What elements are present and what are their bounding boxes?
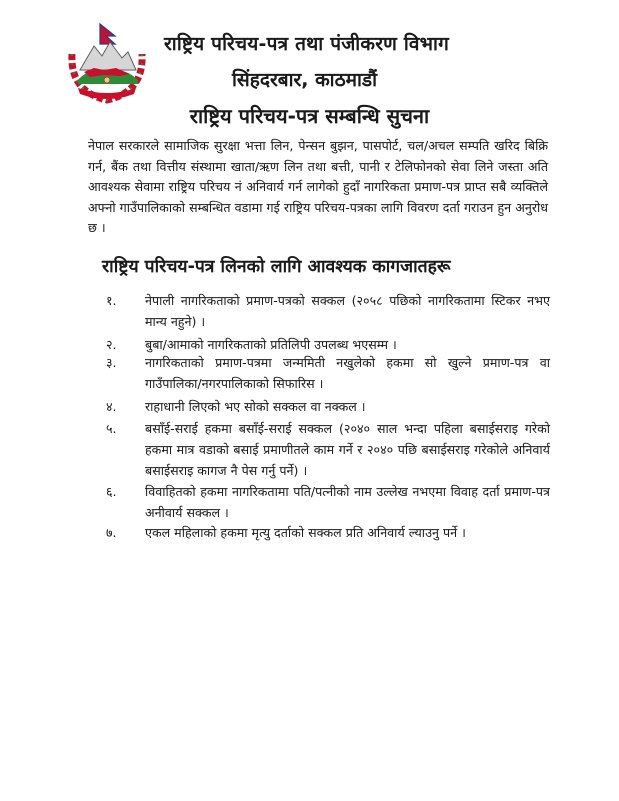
nepal-government-emblem-icon bbox=[60, 22, 155, 104]
list-item-number: ५. bbox=[106, 421, 117, 436]
requirements-title: राष्ट्रिय परिचय-पत्र लिनको लागि आवश्यक कागजातहरू bbox=[102, 257, 451, 277]
list-item-text: एकल महिलाको हकमा मृत्यु दर्ताको सक्कल प्रति अनिवार्य ल्याउनु पर्ने । bbox=[145, 525, 466, 540]
list-item-text: बुबा/आमाको नागरिकताको प्रतिलिपी उपलब्ध भएसम्म । bbox=[145, 337, 397, 352]
list-item-text: नेपाली नागरिकताको प्रमाण-पत्रको सक्कल (२०५८ पछिको नागरिकतामा स्टिकर नभए मान्य नहुने) । bbox=[145, 293, 550, 329]
notice-title: राष्ट्रिय परिचय-पत्र सम्बन्धि सुचना bbox=[189, 104, 430, 128]
office-name: राष्ट्रिय परिचय-पत्र तथा पंजीकरण विभाग bbox=[164, 33, 449, 55]
list-item-text: बसाँई-सराई हकमा बसाँई-सराई सक्कल (२०४० साल भन्दा पहिला बसाईसराइ गरेको हकमा मात्र वडाको बसाई प्रमाणीतले काम गर्ने र २०४० पछि बसाईसराइ गरेकोले अनिवार्य बसाईसराइ कागज नै पेस गर्नु पर्ने) । bbox=[145, 421, 550, 478]
list-item-number: ७. bbox=[106, 525, 117, 540]
intro-paragraph: नेपाल सरकारले सामाजिक सुरक्षा भत्ता लिन, पेन्सन बुझन, पासपोर्ट, चल/अचल सम्पति खरिद बिक्रि गर्न, बैंक तथा वित्तीय संस्थामा खाता/ऋण लिन तथा बत्ती, पानी र टेलिफोनको सेवा लिने जस्ता अति आवश्यक सेवामा राष्ट्रिय परिचय नं अनिवार्य गर्न लागेको हुदाँ नागरिकता प्रमाण-पत्र प्राप्त सबै व्यक्तिले अफ्नो गाउँपालिकाको सम्बन्धित वडामा गई राष्ट्रिय परिचय-पत्रका लागि विवरण दर्ता गराउन हुन अनुरोध छ । bbox=[88, 138, 548, 236]
header bbox=[60, 22, 600, 102]
list-item-number: ३. bbox=[106, 355, 117, 370]
list-item-text: राहाधानी लिएको भए सोको सक्कल वा नक्कल । bbox=[145, 399, 366, 414]
office-address: सिंहदरबार, काठमाडौं bbox=[232, 69, 378, 91]
list-item-text: नागरिकताको प्रमाण-पत्रमा जन्ममिती नखुलेको हकमा सो खुल्ने प्रमाण-पत्र वा गाउँपालिका/नगरपालिकाको सिफारिस । bbox=[145, 355, 550, 391]
list-item-number: ६. bbox=[106, 484, 117, 499]
list-item-number: ४. bbox=[106, 399, 117, 414]
list-item-text: विवाहितको हकमा नागरिकतामा पति/पत्नीको नाम उल्लेख नभएमा विवाह दर्ता प्रमाण-पत्र अनीवार्य सक्कल । bbox=[145, 484, 550, 520]
list-item-number: १. bbox=[106, 293, 117, 308]
list-item-number: २. bbox=[106, 337, 117, 352]
